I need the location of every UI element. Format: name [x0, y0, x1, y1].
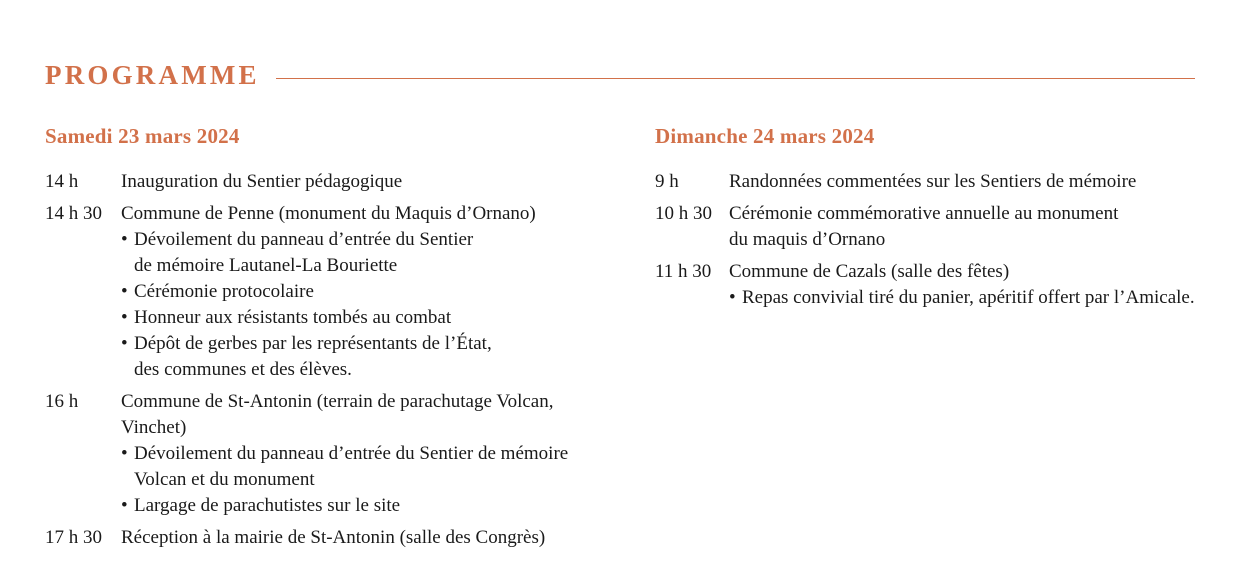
bullet-dot-icon: •	[121, 307, 128, 328]
entry-time: 11 h 30	[655, 261, 712, 282]
entry-bullet-list	[121, 227, 645, 383]
schedule-entry	[45, 201, 645, 383]
entry-body	[121, 525, 645, 551]
schedule-entry	[655, 201, 1215, 253]
entry-line: Randonnées commentées sur les Sentiers de mémoire	[729, 171, 1137, 192]
entry-time: 10 h 30	[655, 203, 712, 224]
bullet-text-continued: de mémoire Lautanel-La Bouriette	[134, 255, 398, 276]
bullet-text: Cérémonie protocolaire	[134, 281, 314, 302]
entry-body	[729, 169, 1215, 195]
bullet-text-continued: Volcan et du monument	[134, 469, 315, 490]
bullet-dot-icon: •	[121, 281, 128, 302]
bullet-item	[121, 331, 645, 383]
entry-body	[121, 201, 645, 383]
day-title-saturday: Samedi 23 mars 2024	[45, 124, 240, 148]
entry-line: du maquis d’Ornano	[729, 229, 886, 250]
bullet-dot-icon: •	[121, 495, 128, 516]
entry-body	[729, 201, 1215, 253]
entries-sunday	[655, 169, 1215, 311]
entry-bullet-list	[729, 285, 1215, 311]
bullet-dot-icon: •	[729, 287, 736, 308]
page-title: PROGRAMME	[45, 60, 260, 90]
bullet-dot-icon: •	[121, 229, 128, 250]
entry-time: 14 h	[45, 171, 79, 192]
entry-line: Réception à la mairie de St-Antonin (salle des Congrès)	[121, 527, 546, 548]
bullet-item	[121, 305, 645, 331]
entry-body	[121, 389, 645, 519]
entry-line: Commune de St-Antonin (terrain de parachutage Volcan,	[121, 391, 554, 412]
entry-time: 16 h	[45, 391, 79, 412]
bullet-text: Largage de parachutistes sur le site	[134, 495, 401, 516]
bullet-item	[121, 279, 645, 305]
bullet-text: Dépôt de gerbes par les représentants de l’État,	[134, 333, 492, 354]
entry-line: Commune de Cazals (salle des fêtes)	[729, 261, 1010, 282]
bullet-item	[121, 227, 645, 279]
entry-body	[121, 169, 645, 195]
schedule-entry	[45, 169, 645, 195]
schedule-entry	[45, 389, 645, 519]
column-sunday	[655, 126, 1215, 317]
bullet-text: Repas convivial tiré du panier, apéritif offert par l’Amicale.	[742, 287, 1195, 308]
entry-time: 17 h 30	[45, 527, 102, 548]
bullet-text-continued: des communes et des élèves.	[134, 359, 352, 380]
programme-header	[45, 62, 1195, 89]
day-title-sunday: Dimanche 24 mars 2024	[655, 124, 875, 148]
bullet-item	[729, 285, 1215, 311]
bullet-text: Dévoilement du panneau d’entrée du Sentier	[134, 229, 474, 250]
schedule-entry	[45, 525, 645, 551]
bullet-dot-icon: •	[121, 443, 128, 464]
entries-saturday	[45, 169, 645, 551]
schedule-entry	[655, 259, 1215, 311]
bullet-item	[121, 441, 645, 493]
entry-line: Cérémonie commémorative annuelle au monument	[729, 203, 1119, 224]
column-saturday	[45, 126, 645, 557]
entry-body	[729, 259, 1215, 311]
bullet-text: Dévoilement du panneau d’entrée du Sentier de mémoire	[134, 443, 569, 464]
bullet-dot-icon: •	[121, 333, 128, 354]
entry-line: Inauguration du Sentier pédagogique	[121, 171, 403, 192]
bullet-text: Honneur aux résistants tombés au combat	[134, 307, 452, 328]
entry-time: 14 h 30	[45, 203, 102, 224]
bullet-item	[121, 493, 645, 519]
entry-bullet-list	[121, 441, 645, 519]
entry-line: Commune de Penne (monument du Maquis d’Ornano)	[121, 203, 536, 224]
schedule-entry	[655, 169, 1215, 195]
title-divider	[276, 78, 1195, 80]
entry-line: Vinchet)	[121, 417, 187, 438]
entry-time: 9 h	[655, 171, 679, 192]
